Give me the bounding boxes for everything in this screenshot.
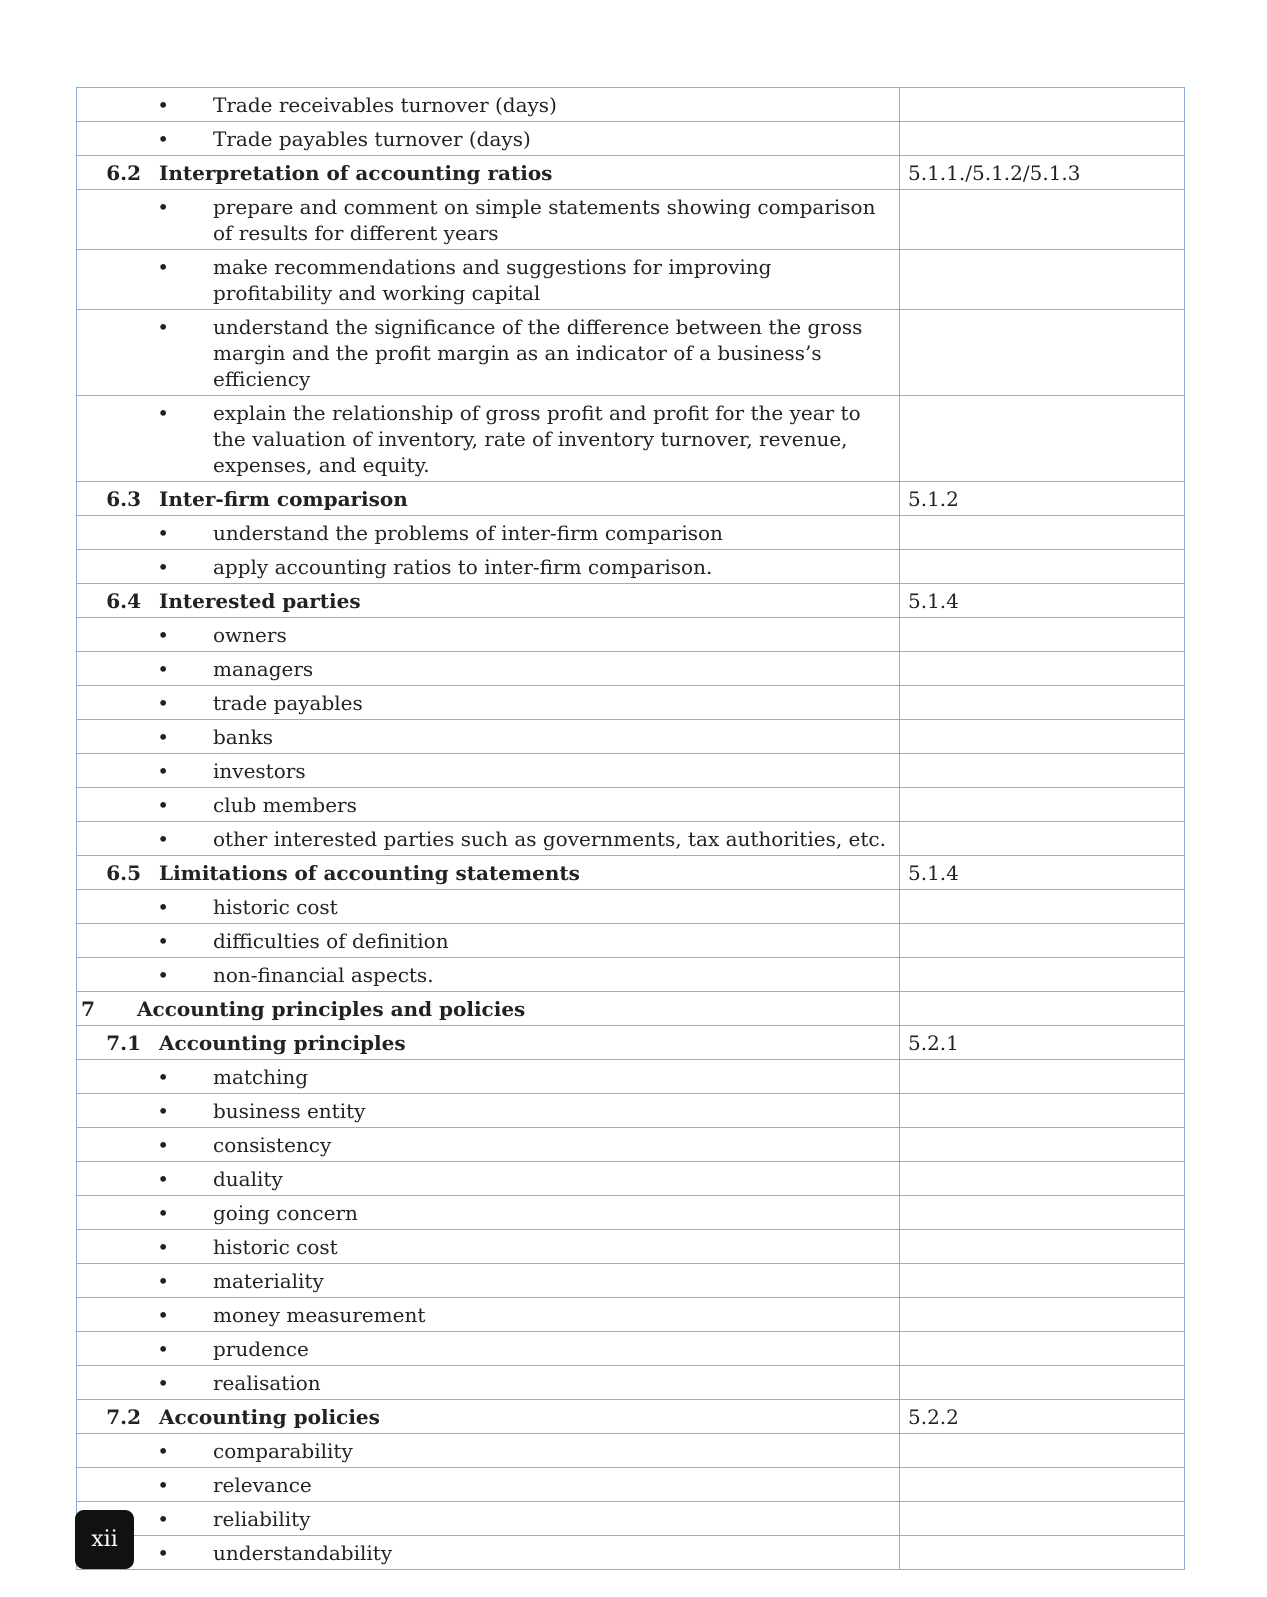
topic-cell	[77, 1094, 900, 1128]
table-row	[77, 1196, 1185, 1230]
table-row	[77, 156, 1185, 190]
subsection-number: 6.3	[106, 487, 141, 511]
bullet-icon: •	[157, 759, 169, 783]
reference-cell	[900, 156, 1185, 190]
reference-cell	[900, 754, 1185, 788]
topic-cell	[77, 1264, 900, 1298]
bullet-text: prudence	[213, 1337, 309, 1361]
table-row	[77, 1298, 1185, 1332]
reference-cell	[900, 1332, 1185, 1366]
reference-cell	[900, 1502, 1185, 1536]
table-row	[77, 618, 1185, 652]
reference-cell	[900, 122, 1185, 156]
reference-cell	[900, 584, 1185, 618]
topic-cell	[77, 1162, 900, 1196]
bullet-text: apply accounting ratios to inter-firm comparison.	[213, 555, 713, 579]
topic-cell	[77, 1026, 900, 1060]
reference-cell	[900, 890, 1185, 924]
table-row	[77, 190, 1185, 250]
reference-cell	[900, 652, 1185, 686]
topic-cell	[77, 310, 900, 396]
bullet-text: reliability	[213, 1507, 311, 1531]
topic-cell	[77, 720, 900, 754]
topic-cell	[77, 550, 900, 584]
topic-cell	[77, 754, 900, 788]
reference-cell	[900, 1468, 1185, 1502]
page-number-badge	[75, 1510, 134, 1569]
bullet-icon: •	[157, 793, 169, 817]
bullet-icon: •	[157, 1507, 169, 1531]
topic-cell	[77, 890, 900, 924]
bullet-text: materiality	[213, 1269, 324, 1293]
table-row	[77, 1162, 1185, 1196]
bullet-icon: •	[157, 195, 169, 219]
bullet-text: business entity	[213, 1099, 366, 1123]
bullet-text: explain the relationship of gross profit and profit for the year to the valuation of inventory, rate of inventory turnover, revenue, expenses, and equity.	[213, 401, 861, 477]
table-row	[77, 1230, 1185, 1264]
topic-cell	[77, 618, 900, 652]
topic-cell	[77, 1434, 900, 1468]
section-title: Accounting principles and policies	[137, 997, 526, 1021]
reference-cell	[900, 1128, 1185, 1162]
bullet-icon: •	[157, 521, 169, 545]
bullet-text: difficulties of definition	[213, 929, 449, 953]
table-row	[77, 890, 1185, 924]
reference-cell	[900, 1196, 1185, 1230]
bullet-text: understand the problems of inter-firm comparison	[213, 521, 723, 545]
table-row	[77, 1060, 1185, 1094]
subsection-number: 6.5	[106, 861, 141, 885]
reference-cell	[900, 1366, 1185, 1400]
topic-cell	[77, 1196, 900, 1230]
bullet-icon: •	[157, 929, 169, 953]
bullet-text: trade payables	[213, 691, 363, 715]
bullet-text: Trade payables turnover (days)	[213, 127, 531, 151]
topic-cell	[77, 1332, 900, 1366]
bullet-icon: •	[157, 1201, 169, 1225]
reference-cell	[900, 822, 1185, 856]
table-row	[77, 1502, 1185, 1536]
bullet-icon: •	[157, 1133, 169, 1157]
bullet-icon: •	[157, 963, 169, 987]
bullet-text: club members	[213, 793, 357, 817]
bullet-text: comparability	[213, 1439, 353, 1463]
table-row	[77, 686, 1185, 720]
table-row	[77, 1026, 1185, 1060]
reference-cell	[900, 924, 1185, 958]
reference-cell	[900, 720, 1185, 754]
table-row	[77, 396, 1185, 482]
topic-cell	[77, 88, 900, 122]
subsection-title: Accounting principles	[159, 1031, 406, 1055]
bullet-icon: •	[157, 827, 169, 851]
reference-cell	[900, 958, 1185, 992]
bullet-icon: •	[157, 1167, 169, 1191]
reference-cell	[900, 516, 1185, 550]
bullet-text: investors	[213, 759, 306, 783]
topic-cell	[77, 1060, 900, 1094]
topic-cell	[77, 516, 900, 550]
bullet-text: make recommendations and suggestions for improving profitability and working capital	[213, 255, 772, 305]
table-row	[77, 1128, 1185, 1162]
section-number: 7	[81, 997, 95, 1021]
bullet-icon: •	[157, 1337, 169, 1361]
reference-code: 5.2.2	[908, 1405, 959, 1429]
page-number: xii	[91, 1527, 118, 1552]
bullet-icon: •	[157, 1439, 169, 1463]
topic-cell	[77, 482, 900, 516]
table-row	[77, 122, 1185, 156]
subsection-number: 6.2	[106, 161, 141, 185]
table-row	[77, 788, 1185, 822]
table-row	[77, 1536, 1185, 1570]
bullet-text: understand the significance of the difference between the gross margin and the profit margin as an indicator of a business’s efficiency	[213, 315, 863, 391]
subsection-title: Interpretation of accounting ratios	[159, 161, 553, 185]
bullet-text: money measurement	[213, 1303, 426, 1327]
bullet-icon: •	[157, 1371, 169, 1395]
bullet-text: prepare and comment on simple statements showing comparison of results for different years	[213, 195, 876, 245]
topic-cell	[77, 584, 900, 618]
topic-cell	[77, 686, 900, 720]
reference-cell	[900, 1400, 1185, 1434]
topic-cell	[77, 1230, 900, 1264]
reference-cell	[900, 190, 1185, 250]
bullet-text: historic cost	[213, 895, 338, 919]
bullet-text: managers	[213, 657, 314, 681]
reference-cell	[900, 1060, 1185, 1094]
bullet-text: Trade receivables turnover (days)	[213, 93, 557, 117]
subsection-title: Inter-firm comparison	[159, 487, 408, 511]
reference-cell	[900, 1434, 1185, 1468]
subsection-title: Accounting policies	[159, 1405, 380, 1429]
topic-cell	[77, 1128, 900, 1162]
subsection-title: Interested parties	[159, 589, 361, 613]
table-row	[77, 1366, 1185, 1400]
topic-cell	[77, 1298, 900, 1332]
reference-cell	[900, 992, 1185, 1026]
topic-cell	[77, 958, 900, 992]
table-row	[77, 720, 1185, 754]
reference-cell	[900, 1298, 1185, 1332]
topic-cell	[77, 1400, 900, 1434]
bullet-icon: •	[157, 315, 169, 339]
reference-cell	[900, 1264, 1185, 1298]
bullet-text: realisation	[213, 1371, 321, 1395]
table-row	[77, 88, 1185, 122]
topic-cell	[77, 156, 900, 190]
bullet-icon: •	[157, 1473, 169, 1497]
bullet-icon: •	[157, 555, 169, 579]
topic-cell	[77, 190, 900, 250]
topic-cell	[77, 924, 900, 958]
reference-cell	[900, 396, 1185, 482]
table-row	[77, 1094, 1185, 1128]
topic-cell	[77, 652, 900, 686]
reference-cell	[900, 1230, 1185, 1264]
topic-cell	[77, 1502, 900, 1536]
syllabus-table	[76, 87, 1185, 1570]
bullet-text: going concern	[213, 1201, 358, 1225]
topic-cell	[77, 822, 900, 856]
bullet-icon: •	[157, 623, 169, 647]
table-row	[77, 652, 1185, 686]
bullet-text: matching	[213, 1065, 309, 1089]
bullet-icon: •	[157, 691, 169, 715]
topic-cell	[77, 856, 900, 890]
subsection-number: 6.4	[106, 589, 141, 613]
table-row	[77, 550, 1185, 584]
topic-cell	[77, 788, 900, 822]
reference-cell	[900, 482, 1185, 516]
reference-cell	[900, 1094, 1185, 1128]
bullet-text: other interested parties such as governments, tax authorities, etc.	[213, 827, 886, 851]
subsection-number: 7.2	[106, 1405, 141, 1429]
table-row	[77, 1332, 1185, 1366]
table-row	[77, 516, 1185, 550]
reference-cell	[900, 250, 1185, 310]
table-row	[77, 958, 1185, 992]
bullet-icon: •	[157, 895, 169, 919]
reference-code: 5.1.4	[908, 589, 959, 613]
table-row	[77, 1434, 1185, 1468]
reference-code: 5.2.1	[908, 1031, 959, 1055]
reference-code: 5.1.4	[908, 861, 959, 885]
table-row	[77, 856, 1185, 890]
bullet-text: duality	[213, 1167, 283, 1191]
bullet-icon: •	[157, 1099, 169, 1123]
bullet-text: understandability	[213, 1541, 393, 1565]
bullet-icon: •	[157, 1065, 169, 1089]
bullet-icon: •	[157, 127, 169, 151]
bullet-icon: •	[157, 1303, 169, 1327]
bullet-icon: •	[157, 1235, 169, 1259]
topic-cell	[77, 992, 900, 1026]
reference-cell	[900, 618, 1185, 652]
topic-cell	[77, 1468, 900, 1502]
subsection-number: 7.1	[106, 1031, 141, 1055]
topic-cell	[77, 122, 900, 156]
subsection-title: Limitations of accounting statements	[159, 861, 580, 885]
reference-cell	[900, 550, 1185, 584]
bullet-text: consistency	[213, 1133, 332, 1157]
table-row	[77, 250, 1185, 310]
topic-cell	[77, 1366, 900, 1400]
bullet-text: relevance	[213, 1473, 312, 1497]
reference-cell	[900, 88, 1185, 122]
table-row	[77, 1264, 1185, 1298]
bullet-icon: •	[157, 401, 169, 425]
bullet-icon: •	[157, 255, 169, 279]
reference-cell	[900, 856, 1185, 890]
table-row	[77, 1400, 1185, 1434]
table-row	[77, 924, 1185, 958]
reference-cell	[900, 1162, 1185, 1196]
bullet-icon: •	[157, 657, 169, 681]
table-row	[77, 310, 1185, 396]
bullet-icon: •	[157, 93, 169, 117]
reference-cell	[900, 686, 1185, 720]
bullet-icon: •	[157, 725, 169, 749]
bullet-text: historic cost	[213, 1235, 338, 1259]
bullet-text: owners	[213, 623, 287, 647]
table-row	[77, 482, 1185, 516]
reference-cell	[900, 788, 1185, 822]
topic-cell	[77, 396, 900, 482]
reference-code: 5.1.1./5.1.2/5.1.3	[908, 161, 1081, 185]
bullet-icon: •	[157, 1269, 169, 1293]
table-row	[77, 754, 1185, 788]
topic-cell	[77, 250, 900, 310]
reference-code: 5.1.2	[908, 487, 959, 511]
table-row	[77, 584, 1185, 618]
table-row	[77, 1468, 1185, 1502]
reference-cell	[900, 1026, 1185, 1060]
reference-cell	[900, 310, 1185, 396]
bullet-text: non-financial aspects.	[213, 963, 434, 987]
bullet-text: banks	[213, 725, 273, 749]
topic-cell	[77, 1536, 900, 1570]
bullet-icon: •	[157, 1541, 169, 1565]
table-row	[77, 992, 1185, 1026]
reference-cell	[900, 1536, 1185, 1570]
table-row	[77, 822, 1185, 856]
